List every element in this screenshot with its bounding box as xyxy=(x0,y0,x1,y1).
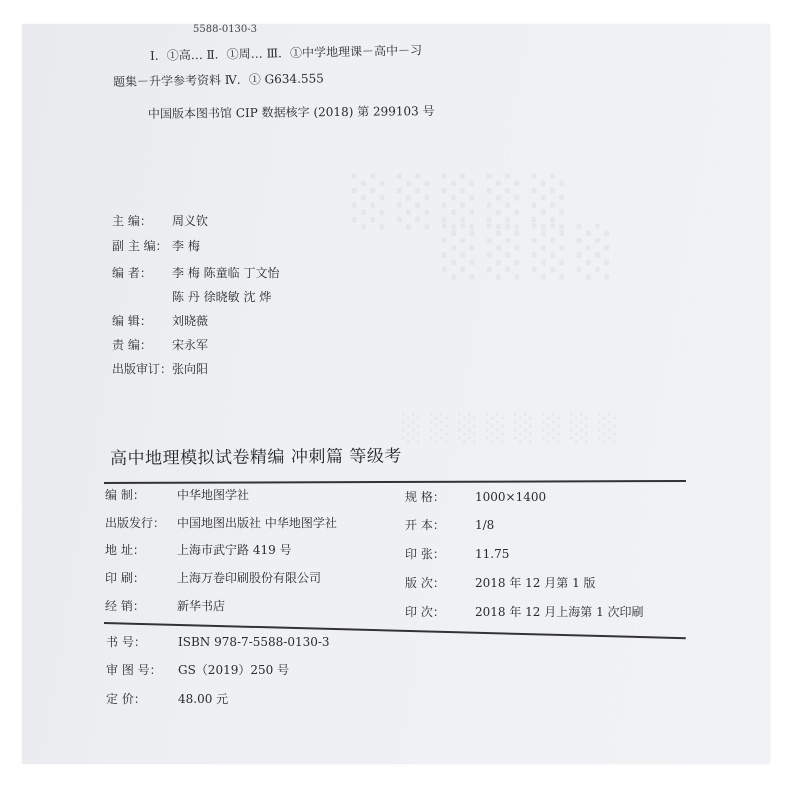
meta-label: 版 次： xyxy=(405,576,445,590)
staff-value: 李 梅 陈童临 丁文怡 xyxy=(172,266,280,280)
isbn-label: 定 价： xyxy=(106,692,146,706)
staff-row xyxy=(112,237,200,254)
isbn-row xyxy=(106,661,289,678)
book-title: 高中地理模拟试卷精编 冲刺篇 等级考 xyxy=(109,446,402,469)
cip-line-2: 题集－升学参考资料 Ⅳ．① G634.555 xyxy=(112,71,324,89)
cip-line-1: Ⅰ．①高… Ⅱ．①周… Ⅲ．①中学地理课－高中－习 xyxy=(149,43,423,63)
meta-row xyxy=(405,488,546,505)
meta-value: 中华地图学社 xyxy=(177,488,250,502)
bleed-through-text: ░░░░░░░░ xyxy=(402,414,626,444)
isbn-value: 48.00 元 xyxy=(178,692,229,706)
meta-label: 印 刷： xyxy=(105,571,145,585)
staff-value: 张向阳 xyxy=(172,362,209,376)
meta-row xyxy=(105,597,225,614)
isbn-row xyxy=(106,633,330,650)
meta-label: 经 销： xyxy=(105,599,145,613)
meta-row xyxy=(105,569,321,586)
staff-value: 陈 丹 徐晓敏 沈 烨 xyxy=(172,290,272,304)
staff-label: 编 者： xyxy=(112,266,152,280)
staff-value: 李 梅 xyxy=(172,239,200,253)
isbn-label: 书 号： xyxy=(106,635,146,649)
isbn-label: 审 图 号： xyxy=(106,663,162,677)
meta-value: 中国地图出版社 中华地图学社 xyxy=(177,516,337,530)
meta-row xyxy=(405,516,494,533)
meta-value: 2018 年 12 月上海第 1 次印刷 xyxy=(475,605,644,619)
meta-value: 11.75 xyxy=(475,547,510,561)
meta-label: 开 本： xyxy=(405,518,445,532)
meta-row xyxy=(405,545,509,562)
staff-value: 周义钦 xyxy=(172,214,209,228)
staff-row xyxy=(112,312,208,329)
meta-value: 上海万卷印刷股份有限公司 xyxy=(177,571,322,585)
meta-label: 出版发行： xyxy=(105,516,166,530)
staff-row xyxy=(112,336,208,353)
meta-value: 2018 年 12 月第 1 版 xyxy=(475,576,596,590)
meta-label: 印 次： xyxy=(405,605,445,619)
cip-cut-line: 5588-0130-3 xyxy=(193,24,258,35)
staff-row xyxy=(112,360,208,377)
isbn-row xyxy=(106,690,228,707)
meta-label: 印 张： xyxy=(405,547,445,561)
meta-value: 新华书店 xyxy=(177,599,226,613)
meta-value: 上海市武宁路 419 号 xyxy=(177,543,292,557)
meta-value: 1/8 xyxy=(475,518,495,532)
staff-row xyxy=(112,288,271,305)
bleed-through-text: ░░░░░ xyxy=(352,174,577,230)
staff-label: 责 编： xyxy=(112,338,152,352)
meta-row xyxy=(105,514,337,531)
staff-row xyxy=(112,264,279,281)
bleed-through-text: ░░░░ xyxy=(442,224,622,280)
meta-row xyxy=(405,574,596,591)
meta-row xyxy=(105,486,249,503)
staff-value: 宋永军 xyxy=(172,338,209,352)
meta-label: 地 址： xyxy=(105,543,145,557)
staff-label: 出版审订： xyxy=(112,362,173,376)
cip-line-3: 中国版本图书馆 CIP 数据核字 (2018) 第 299103 号 xyxy=(147,103,435,121)
meta-label: 规 格： xyxy=(405,490,445,504)
meta-row xyxy=(405,603,644,620)
isbn-value: ISBN 978-7-5588-0130-3 xyxy=(178,635,330,649)
meta-value: 1000×1400 xyxy=(475,490,547,504)
meta-row xyxy=(105,541,292,558)
staff-label: 副 主 编： xyxy=(112,239,168,253)
meta-label: 编 制： xyxy=(105,488,145,502)
isbn-value: GS（2019）250 号 xyxy=(178,663,290,677)
staff-label: 主 编： xyxy=(112,214,152,228)
staff-value: 刘晓薇 xyxy=(172,314,209,328)
staff-label: 编 辑： xyxy=(112,314,152,328)
book-copyright-page xyxy=(22,24,770,764)
staff-row xyxy=(112,212,208,229)
